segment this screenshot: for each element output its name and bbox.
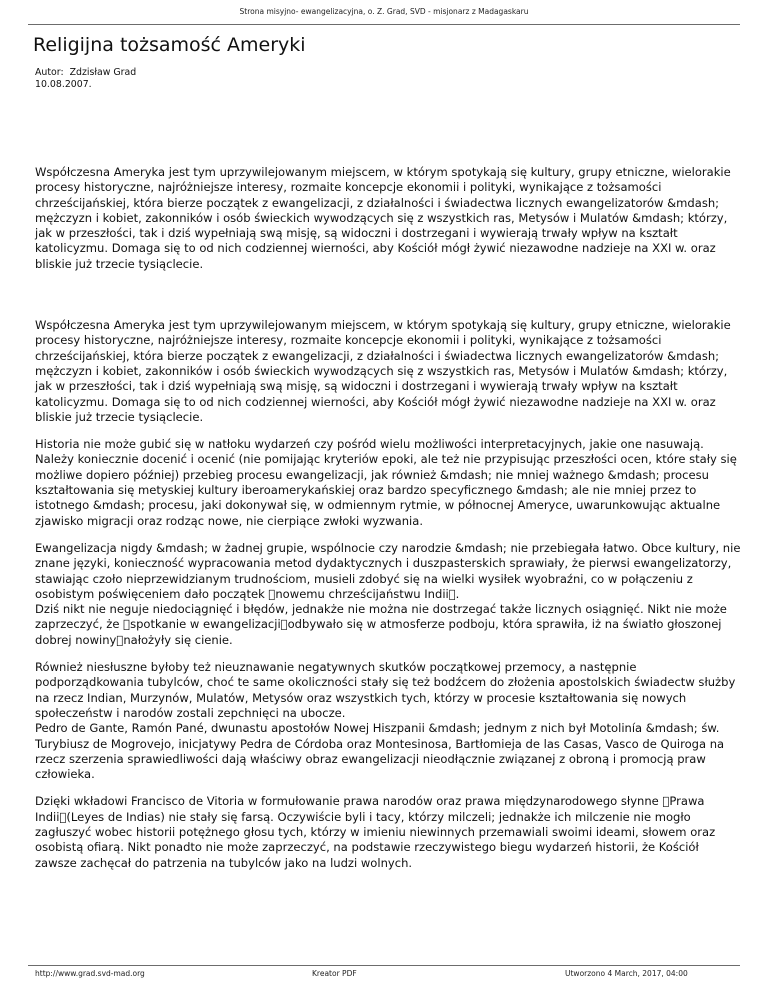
page-header <box>28 0 740 25</box>
footer-created: Utworzono 4 March, 2017, 04:00 <box>565 969 688 978</box>
footer-divider <box>28 965 740 966</box>
footer-url[interactable]: http://www.grad.svd-mad.org <box>35 969 145 978</box>
author-line: Autor: Zdzisław Grad <box>35 67 137 78</box>
paragraph: Współczesna Ameryka jest tym uprzywilejowanym miejscem, w którym spotykają się kultury, grupy etniczne, wielorakie procesy historyczne, najróżniejsze interesy, rozmaite koncepcje ekonomii i polityki, wynikające z tożsamości chrześcijańskiej, która bierze początek z ewangelizacji, z działalności i świadectwa licznych ewangelizatorów &mdash; mężczyzn i kobiet, zakonników i osób świeckich wywodzących się z wszystkich ras, Metysów i Mulatów &mdash; którzy, jak w przeszłości, tak i dziś wypełniają swą misję, są widoczni i dostrzegani i wywierają trwały wpływ na kształt katolicyzmu. Domaga się to od nich codziennej wierności, aby Kościół mógł żywić niezawodne nadzieje na XXI w. oraz bliskie już trzecie tysiąclecie. <box>35 165 731 271</box>
paragraph: Ewangelizacja nigdy &mdash; w żadnej grupie, wspólnocie czy narodzie &mdash; nie przebiegała łatwo. Obce kultury, nie znane języki, konieczność wypracowania metod dydaktycznych i duszpasterskich sprawiały, że pierwsi ewangelizatorzy, stawiając czoło nieprzewidzianym trudnościom, musieli zdobyć się na wielki wysiłek wyobraźni, co w połączeniu z osobistym poświęceniem dało początek  nowemu chrześcijaństwu Indii . Dziś nikt nie neguje niedociągnięć i błędów, jednakże nie można nie dostrzegać także licznych osiągnięć. Nikt nie może zaprzeczyć, że  spotkanie w ewangelizacji odbywało się w atmosferze podboju, która sprawiła, iż na światło głoszonej dobrej nowiny nałożyły się cienie. <box>35 540 741 647</box>
paragraph: Dzięki wkładowi Francisco de Vitoria w formułowanie prawa narodów oraz prawa międzynarodowego słynne  Prawa Indii (Leyes de Indias) nie stały się farsą. Oczywiście byli i tacy, którzy milczeli; jednakże ich milczenie nie mogło zagłuszyć wobec historii potężnego głosu tych, którzy w imieniu niewinnych przemawiali swoimi ideami, słowem oraz osobistą ofiarą. Nikt ponadto nie może zaprzeczyć, na podstawie rzeczywistego biegu wydarzeń historii, że Kościół zawsze zachęcał do patrzenia na tubylców jako na ludzi wolnych. <box>35 794 716 870</box>
article-body <box>35 165 743 871</box>
article-meta <box>35 67 136 90</box>
site-tagline: Strona misyjno- ewangelizacyjna, o. Z. Grad, SVD - misjonarz z Madagaskaru <box>239 7 529 16</box>
paragraph: Współczesna Ameryka jest tym uprzywilejowanym miejscem, w którym spotykają się kultury, grupy etniczne, wielorakie procesy historyczne, najróżniejsze interesy, rozmaite koncepcje ekonomii i polityki, wynikające z tożsamości chrześcijańskiej, która bierze początek z ewangelizacji, z działalności i świadectwa licznych ewangelizatorów &mdash; mężczyzn i kobiet, zakonników i osób świeckich wywodzących się z wszystkich ras, Metysów i Mulatów &mdash; którzy, jak w przeszłości, tak i dziś wypełniają swą misję, są widoczni i dostrzegani i wywierają trwały wpływ na kształt katolicyzmu. Domaga się to od nich codziennej wierności, aby Kościół mógł żywić niezawodne nadzieje na XXI w. oraz bliskie już trzecie tysiąclecie. <box>35 318 731 424</box>
paragraph: Również niesłuszne byłoby też nieuznawanie negatywnych skutków początkowej przemocy, a następnie podporządkowania tubylców, choć te same okoliczności stały się też bodźcem do złożenia apostolskich świadectw służby na rzecz Indian, Murzynów, Mulatów, Metysów oraz wszystkich tych, którzy w procesie kształtowania się nowych społeczeństw i narodów zostali zepchnięci na ubocze. Pedro de Gante, Ramón Pané, dwunastu apostołów Nowej Hiszpanii &mdash; jednym z nich był Motolinía &mdash; św. Turybiusz de Mogrovejo, inicjatywy Pedra de Córdoba oraz Montesinosa, Bartłomieja de las Casas, Vasco de Quiroga na rzecz szerzenia sprawiedliwości dają właściwy obraz ewangelizacji nieodłącznie związanej z obroną i promocją praw człowieka. <box>35 660 736 782</box>
date-line: 10.08.2007. <box>35 78 92 90</box>
footer-generator: Kreator PDF <box>312 969 357 978</box>
paragraph: Historia nie może gubić się w natłoku wydarzeń czy pośród wielu możliwości interpretacyjnych, jakie one nasuwają. Należy koniecznie docenić i ocenić (nie pomijając kryteriów epoki, ale też nie przypisując przeszłości ocen, które stały się możliwe dopiero później) przebieg procesu ewangelizacji, jak również &mdash; nie mniej ważnego &mdash; procesu kształtowania się metyskiej kultury iberoamerykańskiej oraz bardzo specyficznego &mdash; ale nie mniej przez to istotnego &mdash; procesu, jaki dokonywał się, w odmiennym rytmie, w północnej Ameryce, uwarunkowując aktualne zjawisko migracji oraz rodząc nowe, nie cierpiące zwłoki wyzwania. <box>35 437 737 528</box>
article-title: Religijna tożsamość Ameryki <box>33 34 306 56</box>
